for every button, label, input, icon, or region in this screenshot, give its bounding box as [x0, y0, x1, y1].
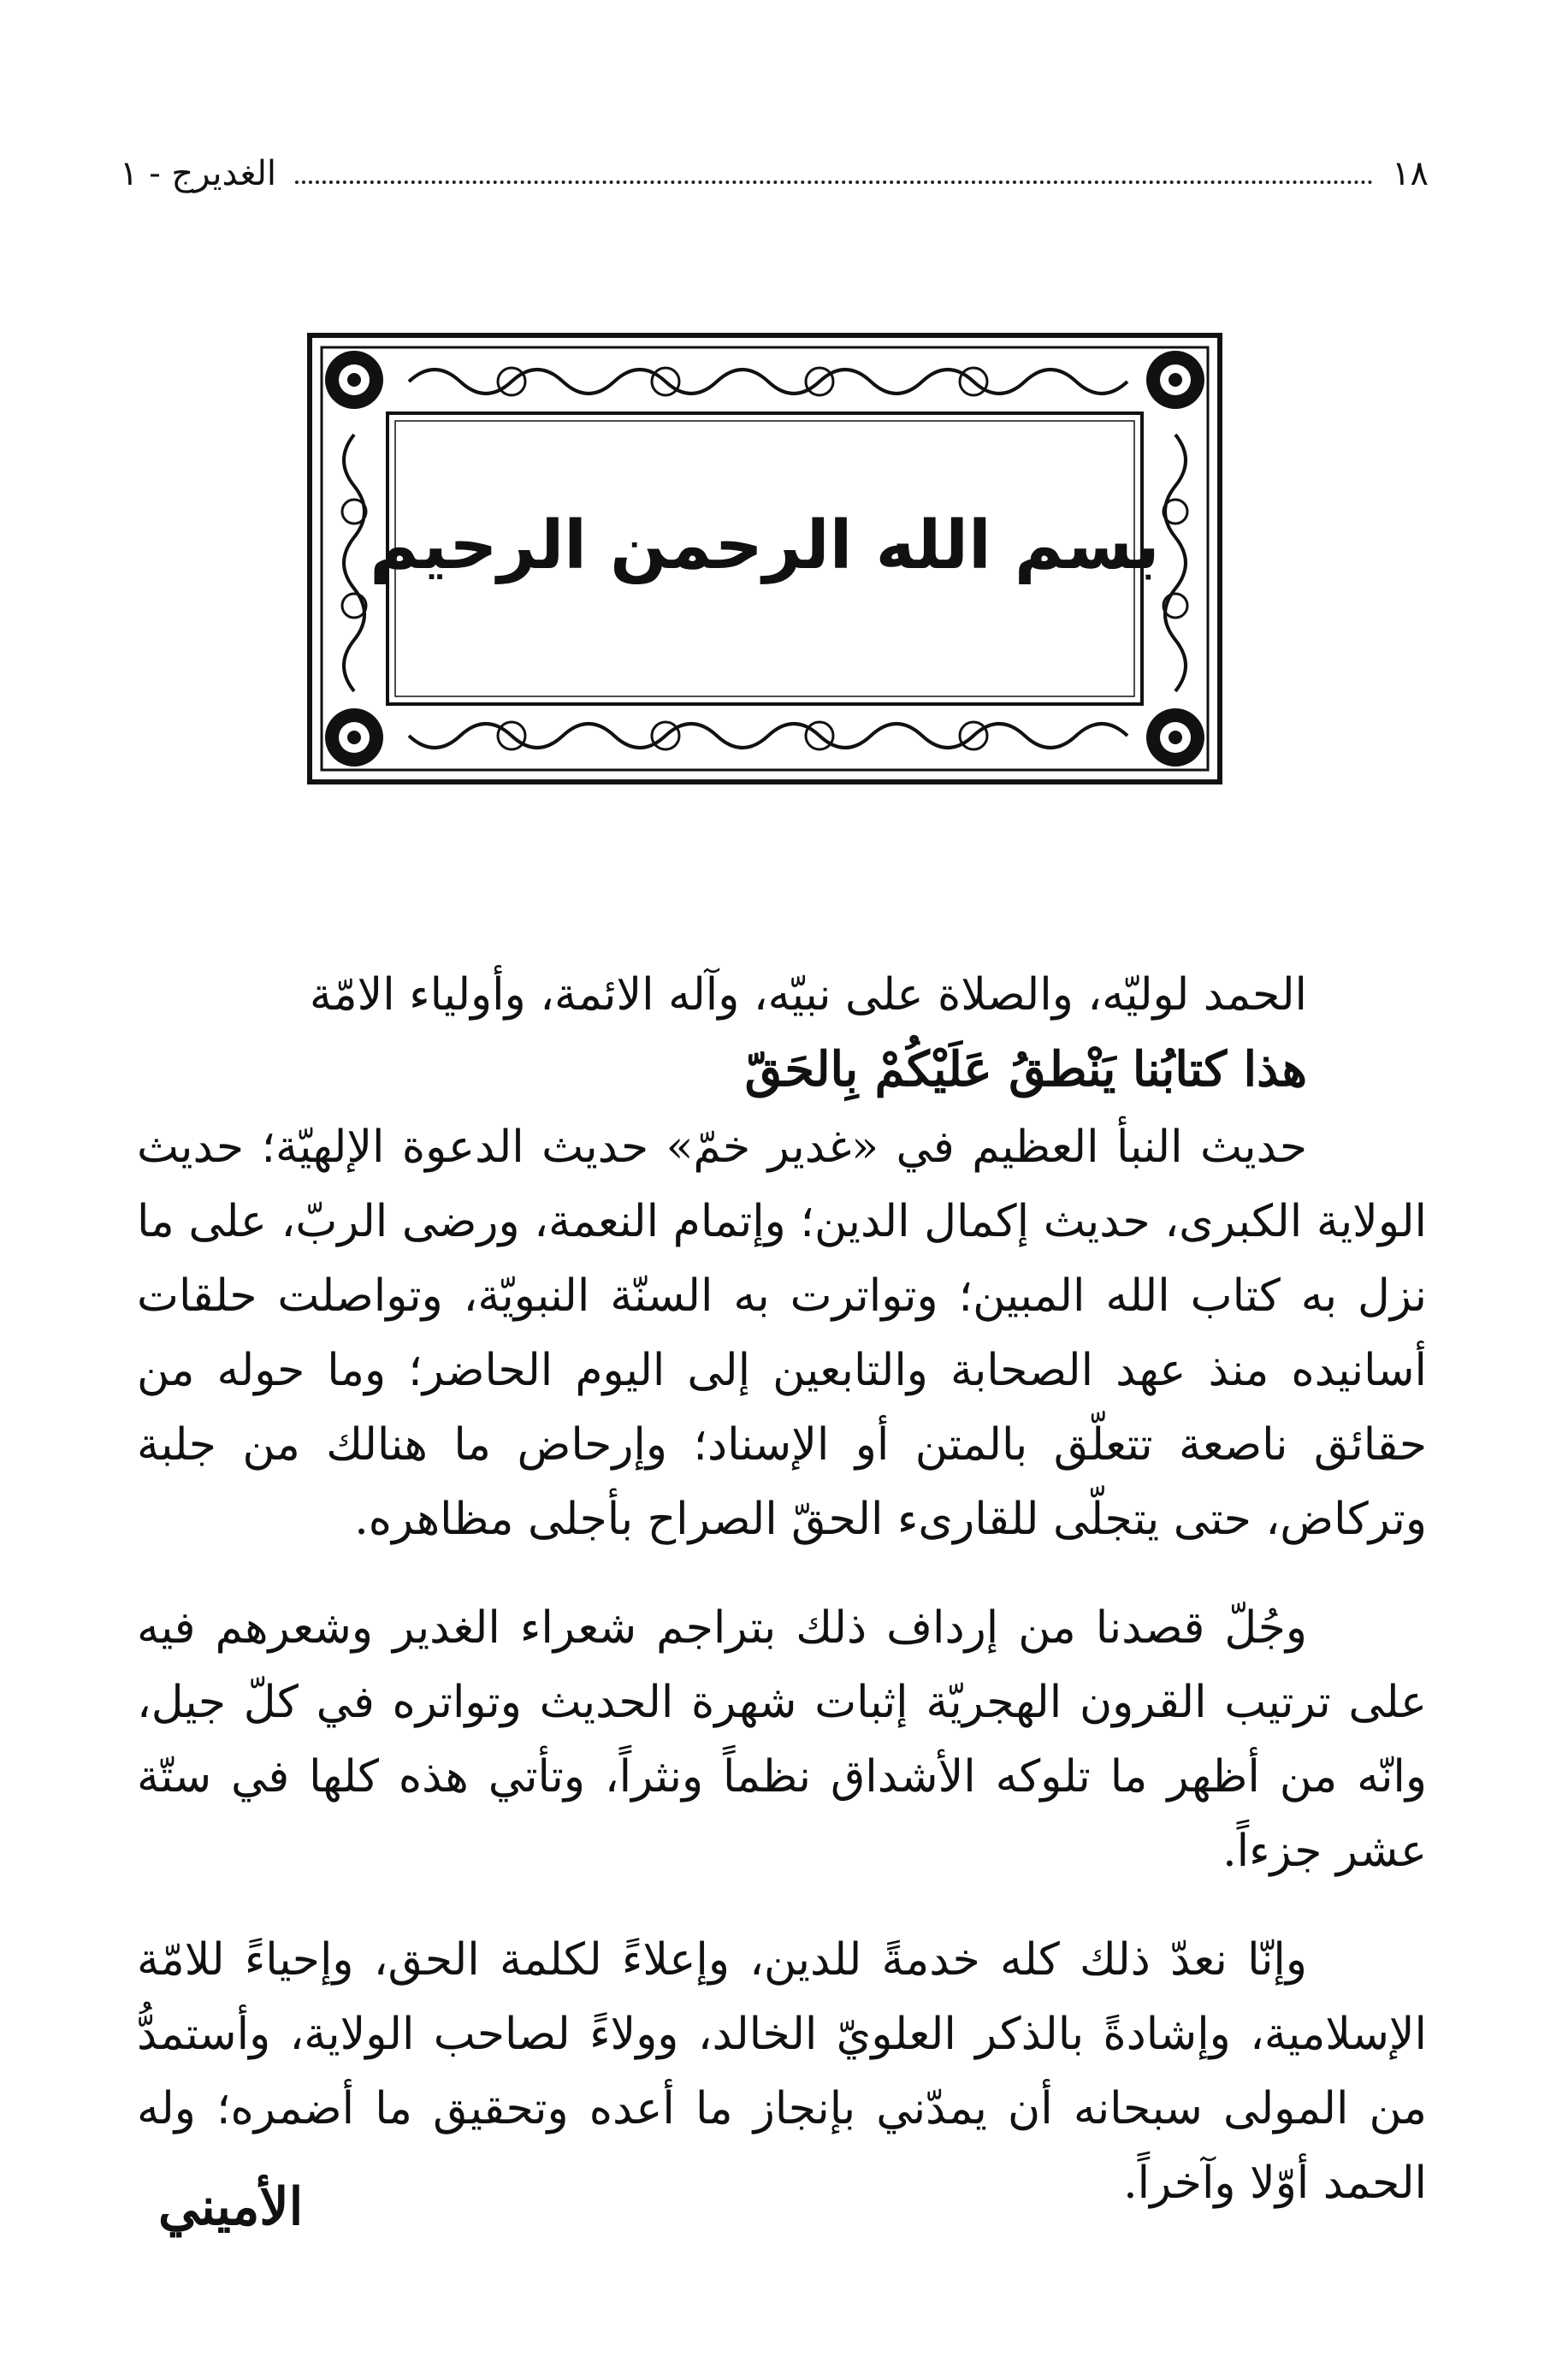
running-title: الغديرج - ١ — [120, 154, 277, 193]
opening-line: الحمد لوليّه، والصلاة على نبيّه، وآله الائمة، وأولياء الامّة — [309, 969, 1307, 1021]
author-signature: الأميني — [158, 2177, 304, 2237]
basmala-heading: بسم الله الرحمن الرحيم — [370, 507, 1160, 584]
quran-verse: هذا كتابُنا يَنْطقُ عَلَيْكُمْ بِالحَقّ — [744, 1041, 1307, 1098]
paragraph: وإنّا نعدّ ذلك كله خدمةً للدين، وإعلاءً لكلمة الحق، وإحياءً للامّة الإسلامية، وإشادةً بالذكر العلويّ الخالد، وولاءً لصاحب الولاية، وأستمدُّ من المولى سبحانه أن يمدّني بإنجاز ما أعده وتحقيق ما أضمره؛ وله الحمد أوّلا وآخراً. — [137, 1934, 1427, 2209]
body-text — [137, 958, 1427, 2221]
running-header — [120, 144, 1429, 204]
ornamental-frame — [306, 332, 1223, 785]
paragraph: وجُلّ قصدنا من إرداف ذلك بتراجم شعراء الغدير وشعرهم فيه على ترتيب القرون الهجريّة إثبات شهرة الحديث وتواتره في كلّ جيل، وانّه من أظهر ما تلوكه الأشداق نظماً ونثراً، وتأتي هذه كلها في ستّة عشر جزءاً. — [137, 1602, 1427, 1877]
paragraph: حديث النبأ العظيم في «غدير خمّ» حديث الدعوة الإلهيّة؛ حديث الولاية الكبرى، حديث إكمال الدين؛ وإتمام النعمة، ورضى الربّ، على ما نزل به كتاب الله المبين؛ وتواترت به السنّة النبويّة، وتواصلت حلقات أسانيده منذ عهد الصحابة والتابعين إلى اليوم الحاضر؛ وما حوله من حقائق ناصعة تتعلّق بالمتن أو الإسناد؛ وإرحاض ما هنالك من جلبة وتركاض، حتى يتجلّى للقارىء الحقّ الصراح بأجلى مظاهره. — [137, 1122, 1427, 1545]
page-number: ١٨ — [1392, 154, 1429, 193]
leader-dots — [295, 181, 1373, 184]
